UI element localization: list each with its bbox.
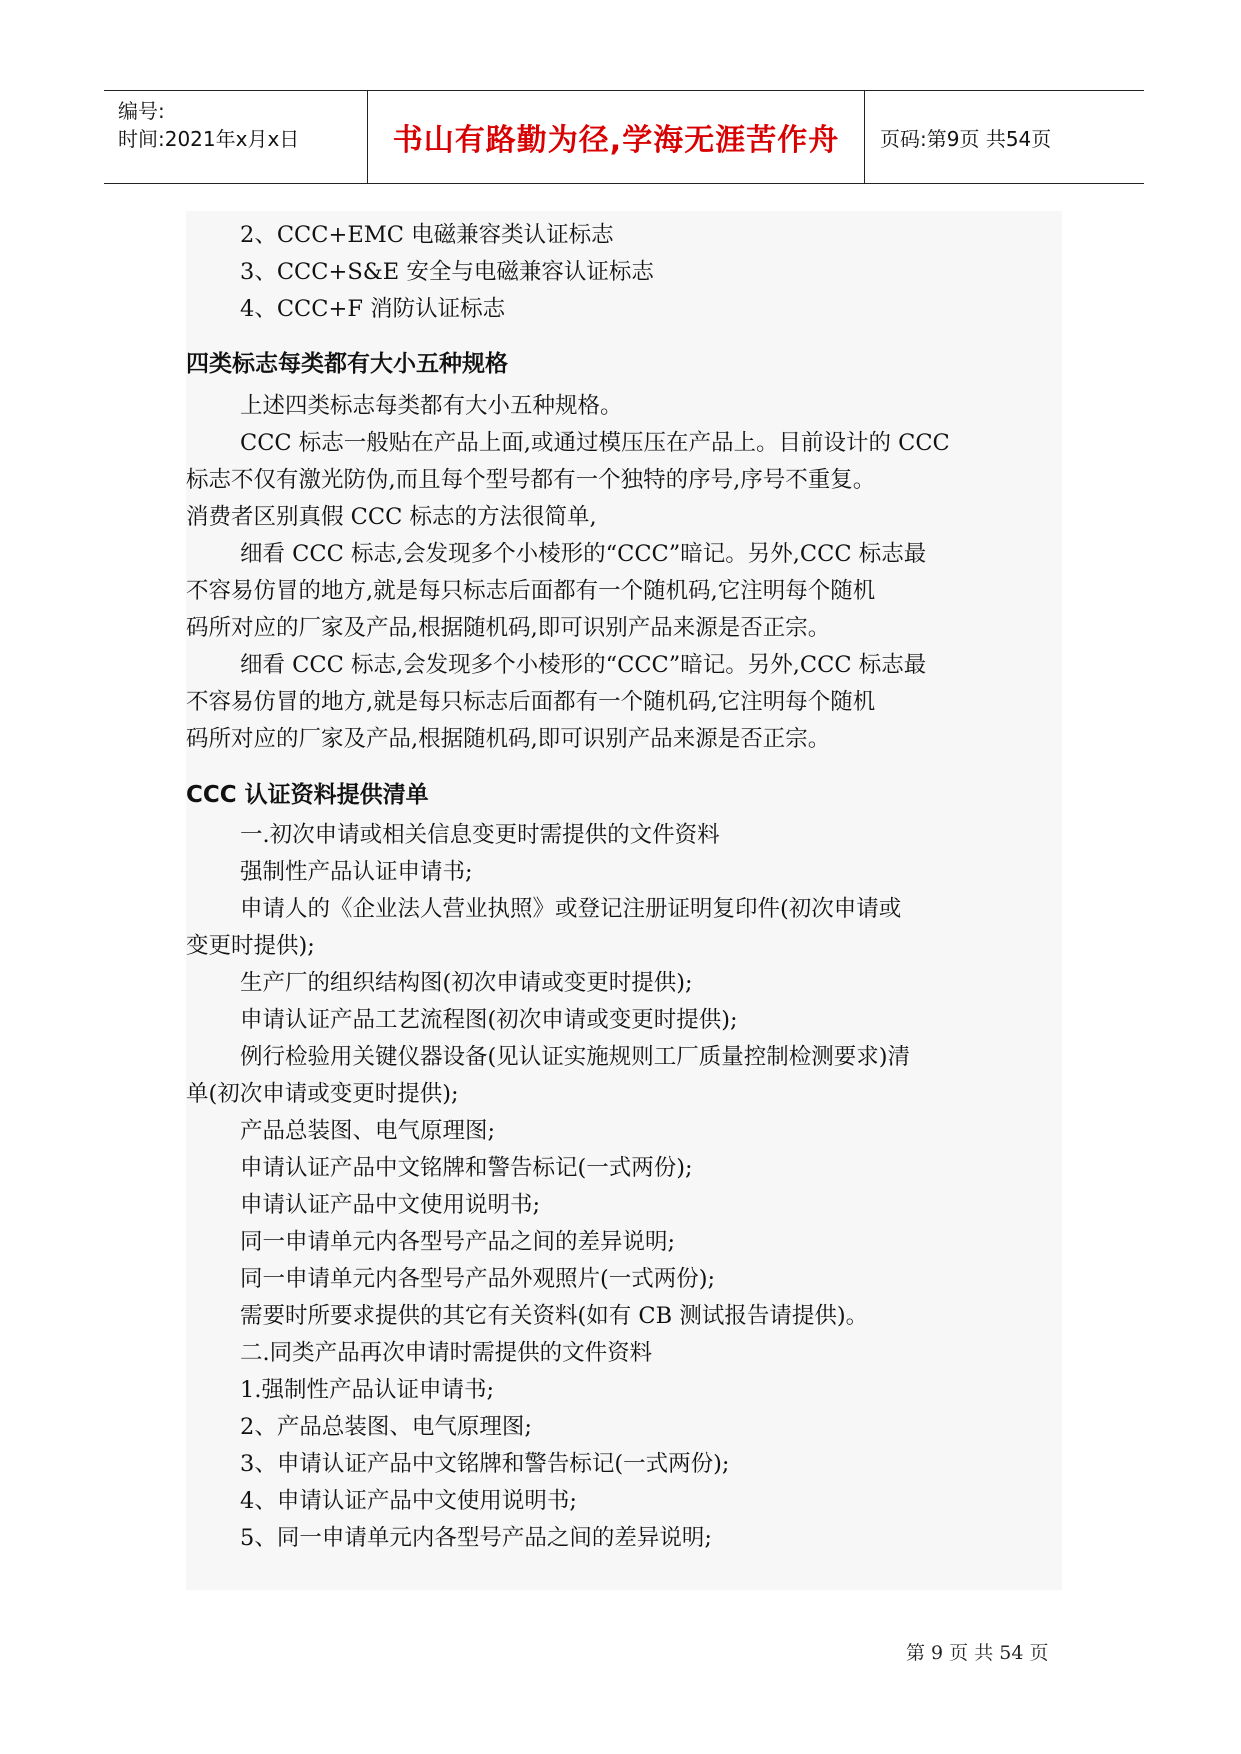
body-line: 2、CCC+EMC 电磁兼容类认证标志: [240, 222, 614, 248]
body-line: 4、申请认证产品中文使用说明书;: [240, 1488, 577, 1514]
body-line: 不容易仿冒的地方,就是每只标志后面都有一个随机码,它注明每个随机: [186, 689, 876, 715]
body-line: 一.初次申请或相关信息变更时需提供的文件资料: [240, 822, 720, 848]
body-line: 例行检验用关键仪器设备(见认证实施规则工厂质量控制检测要求)清: [240, 1044, 911, 1070]
body-line: 不容易仿冒的地方,就是每只标志后面都有一个随机码,它注明每个随机: [186, 578, 876, 604]
body-line: 产品总装图、电气原理图;: [240, 1118, 496, 1144]
header-meta-cell: [104, 91, 368, 183]
header-page-cell: [866, 91, 1144, 183]
body-line: 3、申请认证产品中文铭牌和警告标记(一式两份);: [240, 1451, 730, 1477]
body-line: 申请认证产品中文铭牌和警告标记(一式两份);: [240, 1155, 693, 1181]
document-time-label: 时间:2021年x月x日: [118, 127, 300, 151]
page-footer: 第 9 页 共 54 页: [906, 1642, 1049, 1664]
body-line: 申请认证产品中文使用说明书;: [240, 1192, 541, 1218]
body-line: 细看 CCC 标志,会发现多个小棱形的“CCC”暗记。另外,CCC 标志最: [240, 541, 927, 567]
page-header: [104, 90, 1144, 184]
body-line: 生产厂的组织结构图(初次申请或变更时提供);: [240, 970, 693, 996]
body-line: 2、产品总装图、电气原理图;: [240, 1414, 532, 1440]
body-line: CCC 标志一般贴在产品上面,或通过模压压在产品上。目前设计的 CCC: [240, 430, 950, 456]
body-line: 5、同一申请单元内各型号产品之间的差异说明;: [240, 1525, 712, 1551]
section-heading: 四类标志每类都有大小五种规格: [186, 351, 508, 377]
body-line: 3、CCC+S&E 安全与电磁兼容认证标志: [240, 259, 654, 285]
body-line: 单(初次申请或变更时提供);: [186, 1081, 459, 1107]
body-line: 4、CCC+F 消防认证标志: [240, 296, 506, 322]
body-line: 上述四类标志每类都有大小五种规格。: [240, 393, 623, 419]
header-page-number: 页码:第9页 共54页: [880, 126, 1052, 151]
body-line: 同一申请单元内各型号产品外观照片(一式两份);: [240, 1266, 716, 1292]
body-line: 码所对应的厂家及产品,根据随机码,即可识别产品来源是否正宗。: [186, 726, 831, 752]
body-line: 二.同类产品再次申请时需提供的文件资料: [240, 1340, 653, 1366]
body-line: 申请人的《企业法人营业执照》或登记注册证明复印件(初次申请或: [240, 896, 902, 922]
body-line: 细看 CCC 标志,会发现多个小棱形的“CCC”暗记。另外,CCC 标志最: [240, 652, 927, 678]
body-line: 同一申请单元内各型号产品之间的差异说明;: [240, 1229, 676, 1255]
section-heading: CCC 认证资料提供清单: [186, 782, 429, 808]
body-line: 标志不仅有激光防伪,而且每个型号都有一个独特的序号,序号不重复。: [186, 467, 876, 493]
header-motto-cell: [368, 91, 865, 183]
body-line: 变更时提供);: [186, 933, 315, 959]
header-motto: 书山有路勤为径,学海无涯苦作舟: [392, 123, 840, 158]
document-number-label: 编号:: [118, 99, 165, 123]
document-body: [186, 211, 1062, 1590]
body-line: 码所对应的厂家及产品,根据随机码,即可识别产品来源是否正宗。: [186, 615, 831, 641]
body-line: 申请认证产品工艺流程图(初次申请或变更时提供);: [240, 1007, 738, 1033]
body-line: 需要时所要求提供的其它有关资料(如有 CB 测试报告请提供)。: [240, 1303, 869, 1329]
body-line: 强制性产品认证申请书;: [240, 859, 473, 885]
body-line: 1.强制性产品认证申请书;: [240, 1377, 495, 1403]
body-line: 消费者区别真假 CCC 标志的方法很简单,: [186, 504, 597, 530]
